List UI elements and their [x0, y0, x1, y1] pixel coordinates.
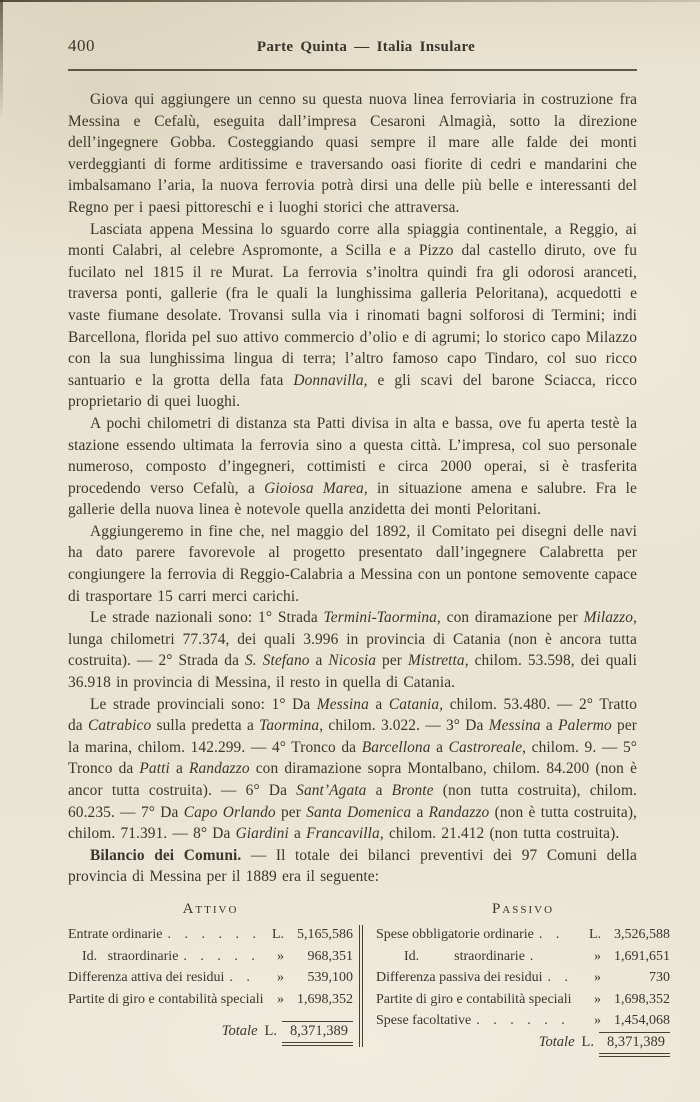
body-text: a	[309, 652, 329, 670]
italic-text: Francavilla	[306, 825, 380, 843]
paragraph	[68, 413, 637, 521]
total-currency: L.	[264, 1022, 277, 1039]
body-text: , lunga chilometri 77.374, dei quali 3.996 in provincia di Catania (non è ancora tutta costruita). — 2° Strada da	[68, 609, 637, 670]
italic-text: Messina	[316, 695, 369, 713]
balance-row	[68, 924, 353, 946]
body-text: a	[366, 782, 392, 799]
passivo-total-row	[376, 1032, 670, 1063]
row-label: Spese obbligatorie ordinarie	[376, 926, 534, 942]
currency-symbol: »	[277, 948, 284, 964]
running-title: Parte Quinta — Italia Insulare	[256, 39, 476, 55]
balance-column-passivo	[363, 900, 670, 1052]
balance-row	[376, 967, 670, 989]
italic-text: Mistretta	[407, 652, 465, 670]
row-value: 5,165,586	[297, 926, 353, 942]
total-value: 8,371,389	[599, 1032, 670, 1057]
row-value: 730	[649, 970, 670, 986]
body-text: A pochi chilometri di distanza sta Patti divisa in alta e bassa, ove fu aperta testè la stazione essendo ultimata la ferrovia sino a questa città. L’impresa, col suo personale numeroso, composto d’ingegneri, cottimisti e circa 2000 operai, si è trasferita procedendo verso Cefalù, a	[68, 414, 637, 497]
row-value: 1,698,352	[297, 991, 353, 1007]
italic-text: S. Stefano	[244, 652, 310, 670]
italic-text: Gioiosa Marea	[264, 479, 364, 497]
balance-row	[68, 946, 353, 968]
page-number: 400	[68, 36, 95, 55]
currency-symbol: L.	[588, 926, 601, 942]
total-label: Totale	[221, 1022, 258, 1039]
row-label: Partite di giro e contabilità speciali	[68, 991, 264, 1007]
dot-leader: .	[529, 948, 539, 964]
paragraph	[68, 694, 637, 845]
balance-attivo-rows	[68, 924, 353, 1010]
dot-leader: . . . . . .	[476, 1013, 570, 1029]
paragraph	[68, 219, 637, 413]
balance-row	[376, 989, 670, 1011]
currency-symbol: »	[277, 991, 284, 1007]
row-label: Spese facoltative	[376, 1013, 472, 1029]
body-text: (non è tutta costruita), chilom. 71.391. — 8° Da	[68, 803, 637, 843]
italic-text: Capo Orlando	[183, 803, 276, 821]
dot-leader: . .	[229, 970, 255, 986]
paragraph	[68, 845, 637, 888]
total-currency: L.	[581, 1033, 594, 1050]
paragraph	[68, 521, 637, 607]
italic-text: Patti	[139, 760, 170, 778]
column-title-attivo: Attivo	[182, 900, 239, 917]
row-label: Id. straordinarie	[68, 948, 179, 964]
column-title-passivo: Passivo	[491, 900, 555, 917]
body-text: , con diramazione per	[436, 609, 584, 627]
body-text: , chilom. 3.022. — 3° Da	[319, 717, 489, 735]
italic-text: Nicosia	[328, 652, 377, 670]
body-text: , chilom. 21.412 (non tutta costruita).	[379, 825, 620, 843]
italic-text: Giardini	[235, 825, 289, 843]
italic-text: Catania	[388, 695, 440, 713]
dot-leader: . .	[547, 970, 574, 986]
italic-text: Sant’Agata	[296, 782, 367, 799]
body-text: Aggiungeremo in fine che, nel maggio del 1892, il Comitato pei disegni delle navi ha dato parere favorevole al progetto presentato dall’ingegnere Calabretta per congiungere la ferrovia di Reggio-Calabria a Messina con un pontone semovente capace di trasportare 15 carri merci carichi.	[68, 522, 637, 605]
row-value: 968,351	[307, 948, 353, 964]
balance-table	[68, 900, 670, 1052]
balance-passivo-rows	[376, 924, 670, 1032]
balance-row	[376, 924, 670, 946]
italic-text: Termini-Taormina	[323, 609, 437, 627]
balance-row	[376, 1010, 670, 1032]
row-label: Differenza passiva dei residui	[376, 970, 543, 986]
currency-symbol: »	[277, 970, 284, 986]
row-label: Entrate ordinarie	[68, 926, 163, 942]
body-text: , chilom. 9. — 5° Tronco da	[68, 738, 637, 778]
italic-text: Santa Domenica	[306, 803, 412, 821]
italic-text: Randazzo	[188, 760, 250, 778]
header-rule	[68, 69, 637, 71]
body-text: per la marina, chilom. 142.299. — 4° Tronco da	[68, 717, 638, 756]
italic-text: Catrabico	[87, 717, 152, 735]
total-value: 8,371,389	[282, 1021, 353, 1046]
body-text: Le strade nazionali sono: 1° Strada	[90, 609, 324, 627]
paragraph	[68, 607, 637, 693]
row-label: Id. straordinarie	[376, 948, 525, 964]
body-text: Le strade provinciali sono: 1° Da	[90, 695, 317, 713]
body-text: a	[430, 738, 449, 756]
row-label: Partite di giro e contabilità speciali	[376, 991, 572, 1007]
body-text: a	[169, 760, 189, 778]
italic-text: Castroreale	[448, 738, 523, 756]
body-text: , chilom. 53.598, dei quali 36.918 in provincia di Messina, il resto in quella di Catania.	[68, 652, 637, 692]
body-text: , chilom. 53.480. — 2° Tratto da	[68, 695, 637, 735]
row-value: 539,100	[307, 970, 353, 986]
currency-symbol: »	[594, 948, 601, 964]
currency-symbol: »	[594, 970, 601, 986]
currency-symbol: »	[594, 991, 601, 1007]
italic-text: Randazzo	[428, 803, 490, 821]
balance-row	[68, 967, 353, 989]
balance-column-attivo	[68, 900, 359, 1052]
balance-row	[68, 989, 353, 1011]
body-text: per	[376, 652, 408, 670]
balance-row	[376, 946, 670, 968]
italic-text: Barcellona	[361, 738, 431, 756]
currency-symbol: L.	[271, 926, 284, 942]
currency-symbol: »	[594, 1013, 601, 1029]
paragraph	[68, 89, 637, 219]
dot-leader: . .	[538, 926, 565, 942]
body-text: sulla predetta a	[151, 717, 260, 735]
row-value: 3,526,588	[614, 926, 670, 942]
italic-text: Milazzo	[583, 609, 634, 627]
row-value: 1,454,068	[614, 1013, 670, 1029]
body-text: Lasciata appena Messina lo sguardo corre alla spiaggia continentale, a Reggio, ai monti Calabri, al celebre Aspromonte, a Scilla e a Pizzo dal castello diruto, ove fu fucilato nel 1815 il re Murat. La ferrovia s’inoltra quindi fra gli odorosi aranceti, traversa ponti, gallerie (fra le quali la lunghissima galleria Peloritana), acquedotti e vaste fiumane desolate. Trovansi sulla via i rinomati bagni solforosi di Termini; indi Barcellona, florida pel suo attivo commercio d’olio e di agrumi; lo storico capo Milazzo con la sua lunghissima lingua di terra; l’altro famoso capo Tindaro, col suo ricco santuario e la grotta della fata	[68, 220, 637, 389]
body-text: a	[540, 717, 559, 735]
body-text: (non tutta costruita), chilom. 60.235. — 7° Da	[68, 782, 638, 821]
italic-text: Taormina	[259, 717, 320, 735]
row-value: 1,691,651	[614, 948, 670, 964]
body-text: per	[275, 803, 307, 821]
attivo-total-row	[68, 1021, 353, 1052]
italic-text: Donnavilla	[293, 371, 364, 389]
body-paragraphs	[68, 89, 637, 888]
body-text: a	[288, 825, 307, 843]
body-text: Giova qui aggiungere un cenno su questa nuova linea ferroviaria in costruzione fra Messina e Cefalù, eseguita dall’impresa Cesaroni Almagià, sotto la direzione dell’ingegnere Gobba. Costeggiando quasi sempre il mare alle falde dei monti verdeggianti di forme arditissime e traversando oasi fiorite di cedri e mandarini che imbalsamano l’aria, la nuova ferrovia potrà dirsi una delle più belle e interessanti del Regno per i paesi pittoreschi e i luoghi storici che attraversa.	[68, 91, 637, 216]
bold-run-in-heading: Bilancio dei Comuni.	[90, 846, 242, 864]
dot-leader: . . . . . .	[167, 926, 261, 942]
dot-leader: . . . . .	[183, 948, 260, 964]
italic-text: Bronte	[391, 782, 434, 799]
body-text: con diramazione sopra Montalbano, chilom. 84.200 (non è ancor tutta costruita). — 6° Da	[68, 760, 637, 799]
body-text: a	[411, 803, 429, 821]
italic-text: Palermo	[558, 717, 612, 735]
italic-text: Messina	[488, 717, 541, 735]
row-label: Differenza attiva dei residui	[68, 970, 225, 986]
body-text: , e gli scavi del barone Sciacca, ricco proprietario di quei luoghi.	[68, 371, 638, 411]
page-header	[68, 36, 637, 56]
total-label: Totale	[538, 1033, 575, 1050]
body-text: — Il totale dei bilanci preventivi dei 97 Comuni della provincia di Messina per il 1889 era il seguente:	[68, 846, 637, 886]
body-text: a	[368, 695, 389, 713]
row-value: 1,698,352	[614, 991, 670, 1007]
body-text: , in situazione amena e salubre. Fra le gallerie della nuova linea è notevole quella anzidetta dei monti Peloritani.	[68, 479, 637, 519]
